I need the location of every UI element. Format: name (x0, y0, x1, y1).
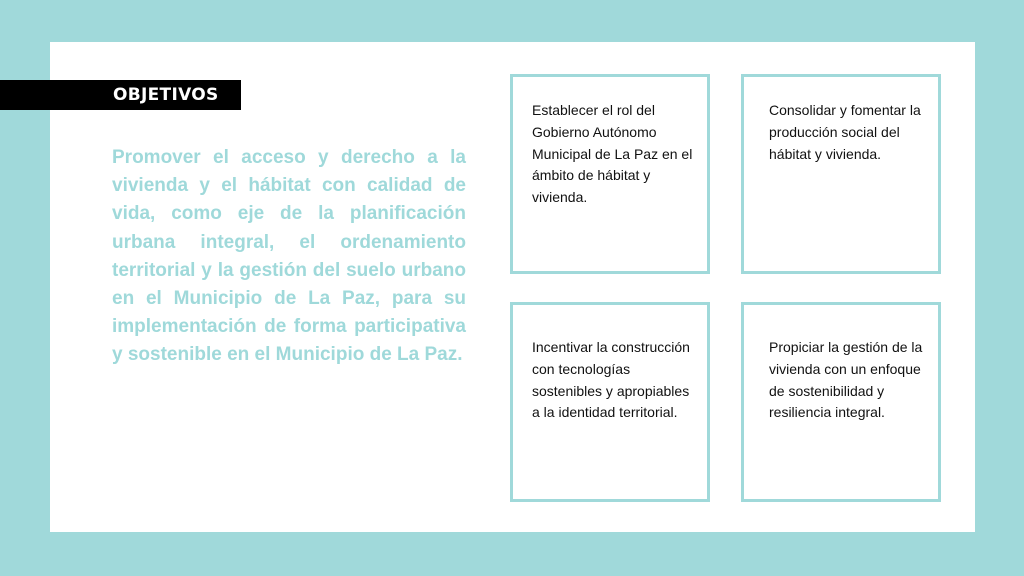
section-title-tag: OBJETIVOS (0, 80, 241, 110)
objective-card-3 (510, 302, 710, 502)
objective-paragraph: Promover el acceso y derecho a la vivienda y el hábitat con calidad de vida, como eje de la planificación urbana integral, el ordenamiento territorial y la gestión del suelo urbano en el Municipio de La Paz, para su implementación de forma participativa y sostenible en el Municipio de La Paz. (112, 147, 466, 366)
objective-card-3-text: Incentivar la construcción con tecnologías sostenibles y apropiables a la identidad territorial. (532, 339, 690, 421)
objective-card-1-text: Establecer el rol del Gobierno Autónomo Municipal de La Paz en el ámbito de hábitat y vivienda. (532, 102, 693, 206)
objective-card-4 (741, 302, 941, 502)
objective-card-4-text: Propiciar la gestión de la vivienda con un enfoque de sostenibilidad y resiliencia integral. (769, 339, 923, 421)
objective-card-1 (510, 74, 710, 274)
objective-card-2-text: Consolidar y fomentar la producción social del hábitat y vivienda. (769, 102, 921, 162)
objective-card-2 (741, 74, 941, 274)
